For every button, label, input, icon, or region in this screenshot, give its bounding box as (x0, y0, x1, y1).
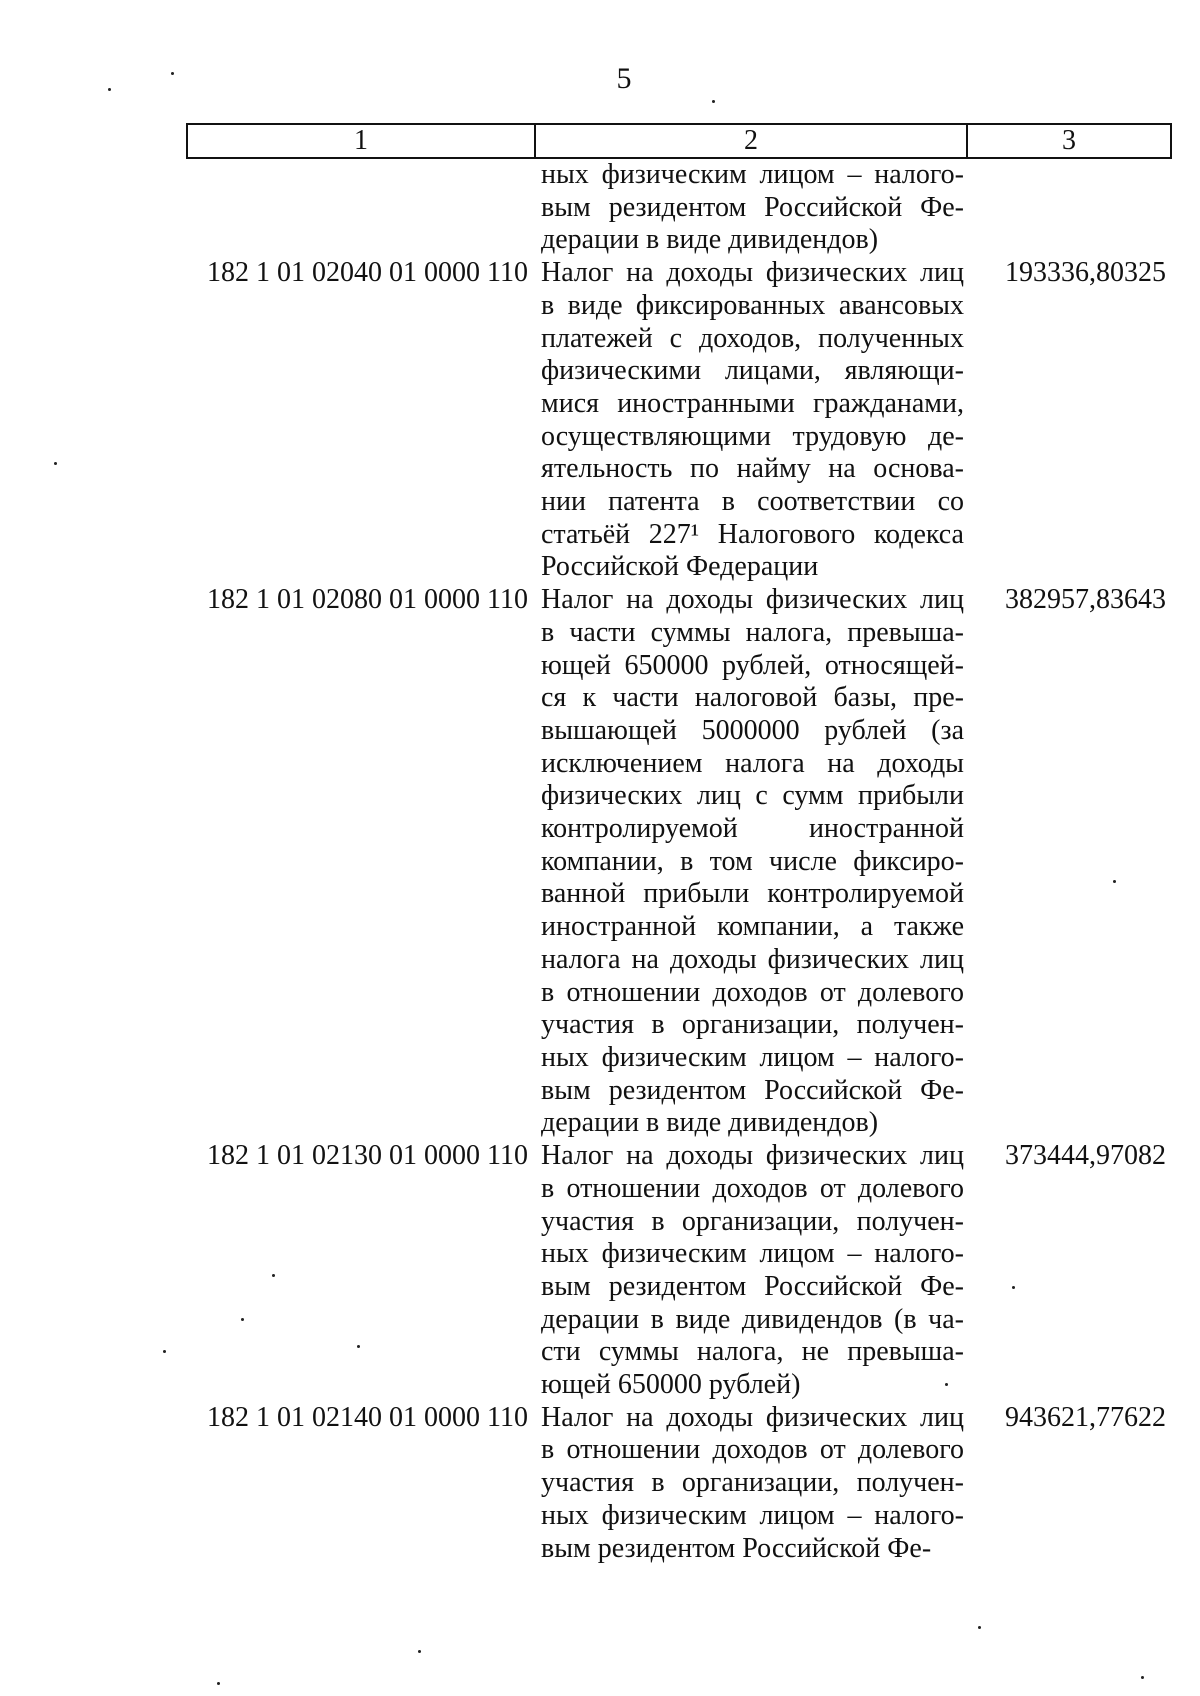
description-line: исключением налога на доходы (541, 747, 964, 779)
description-line: ющей 650000 рублей, относящей- (541, 649, 964, 681)
description-line: ных физическим лицом – налого- (541, 1041, 964, 1073)
description-line: платежей с доходов, полученных (541, 322, 964, 354)
description-line: физических лиц с сумм прибыли (541, 780, 964, 812)
scan-speck (357, 1345, 360, 1348)
header-col-2: 2 (536, 125, 968, 157)
budget-code: 182 1 01 02130 01 0000 110 (207, 1140, 528, 1172)
description-line: дерации в виде дивидендов) (541, 1107, 879, 1139)
description-line: осуществляющими трудовую де- (541, 420, 964, 452)
description-line: в части суммы налога, превыша- (541, 616, 964, 648)
description-line: в отношении доходов от долевого (541, 976, 964, 1008)
description-line: дерации в виде дивидендов) (541, 224, 879, 256)
description-line: вым резидентом Российской Фе- (541, 191, 964, 223)
page-number: 5 (616, 62, 632, 95)
scan-speck (217, 1682, 220, 1685)
scan-speck (171, 72, 174, 75)
income-description (534, 584, 966, 1140)
description-line: участия в организации, получен- (541, 1205, 964, 1237)
description-line: в отношении доходов от долевого (541, 1434, 964, 1466)
budget-code: 182 1 01 02140 01 0000 110 (207, 1401, 528, 1433)
scan-speck (272, 1274, 275, 1277)
description-line: ся к части налоговой базы, пре- (541, 682, 964, 714)
description-line: участия в организации, получен- (541, 1009, 964, 1041)
description-line: вышающей 5000000 рублей (за (541, 714, 964, 746)
description-line: в отношении доходов от долевого (541, 1172, 964, 1204)
description-line: мися иностранными гражданами, (541, 387, 964, 419)
scan-speck (163, 1350, 166, 1353)
scan-speck (1012, 1286, 1015, 1289)
scan-speck (1113, 880, 1116, 883)
amount-value: 373444,97082 (1005, 1140, 1166, 1172)
scan-speck (54, 462, 57, 465)
description-line: Налог на доходы физических лиц (541, 584, 964, 616)
description-line: участия в организации, получен- (541, 1467, 964, 1499)
income-description (534, 1140, 966, 1402)
header-col-3: 3 (1062, 125, 1076, 156)
description-line: вым резидентом Российской Фе- (541, 1074, 964, 1106)
description-line: ванной прибыли контролируемой (541, 878, 964, 910)
table-row (186, 257, 1172, 584)
description-line: Российской Федерации (541, 551, 819, 583)
income-description (534, 1402, 966, 1566)
income-description (534, 159, 966, 257)
description-line: вым резидентом Российской Фе- (541, 1270, 964, 1302)
table-row (186, 584, 1172, 1140)
description-line: ющей 650000 рублей) (541, 1369, 801, 1401)
table-header (186, 123, 1172, 159)
description-line: ных физическим лицом – налого- (541, 159, 964, 190)
scan-speck (945, 1383, 948, 1386)
description-line: иностранной компании, а также (541, 911, 964, 943)
scan-speck (712, 100, 715, 103)
table-body (186, 159, 1172, 1565)
description-line: компании, в том числе фиксиро- (541, 845, 964, 877)
header-col-1: 1 (188, 125, 536, 157)
description-line: ных физическим лицом – налого- (541, 1499, 964, 1531)
scan-speck (108, 88, 111, 91)
amount-value: 943621,77622 (1005, 1401, 1166, 1433)
table-row (186, 159, 1172, 257)
scan-speck (241, 1318, 244, 1321)
description-line: Налог на доходы физических лиц (541, 1401, 964, 1433)
scan-speck (978, 1626, 981, 1629)
description-line: нии патента в соответствии со (541, 486, 964, 518)
description-line: дерации в виде дивидендов (в ча- (541, 1303, 964, 1335)
scan-speck (1141, 1676, 1144, 1679)
description-line: ных физическим лицом – налого- (541, 1238, 964, 1270)
description-line: Налог на доходы физических лиц (541, 257, 964, 289)
table-row (186, 1402, 1172, 1566)
description-line: ятельность по найму на основа- (541, 453, 964, 485)
description-line: вым резидентом Российской Фе- (541, 1532, 932, 1564)
description-line: физическими лицами, являющи- (541, 355, 964, 387)
description-line: Налог на доходы физических лиц (541, 1140, 964, 1172)
description-line: сти суммы налога, не превыша- (541, 1336, 964, 1368)
amount-value: 382957,83643 (1005, 584, 1166, 616)
table-row (186, 1140, 1172, 1402)
budget-code: 182 1 01 02080 01 0000 110 (207, 584, 528, 616)
description-line: в виде фиксированных авансовых (541, 289, 964, 321)
scan-speck (418, 1650, 421, 1653)
amount-value: 193336,80325 (1005, 257, 1166, 289)
description-line: статьёй 227¹ Налогового кодекса (541, 518, 964, 550)
income-description (534, 257, 966, 584)
budget-code: 182 1 01 02040 01 0000 110 (207, 257, 528, 289)
description-line: контролируемой иностранной (541, 813, 964, 845)
description-line: налога на доходы физических лиц (541, 943, 964, 975)
